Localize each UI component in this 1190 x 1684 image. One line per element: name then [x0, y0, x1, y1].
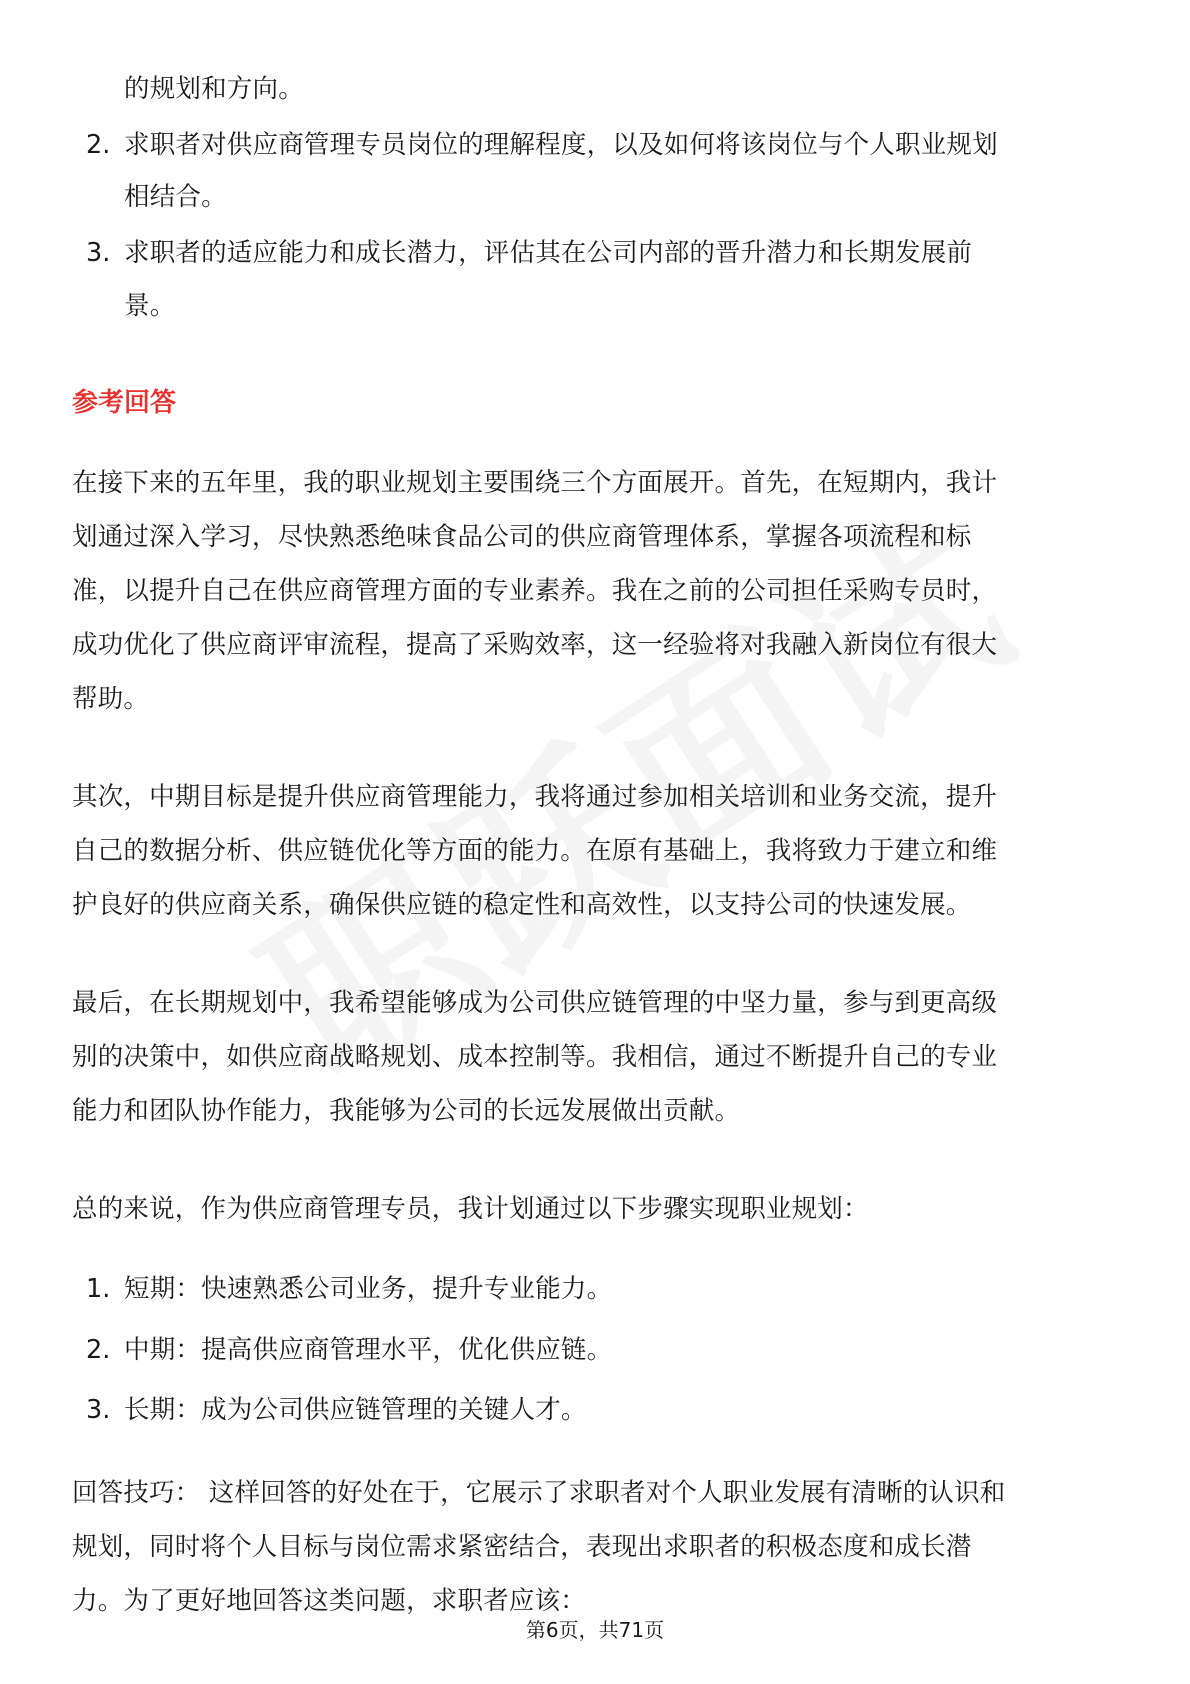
paragraph-2-line: 自己的数据分析、供应链优化等方面的能力。在原有基础上，我将致力于建立和维: [72, 836, 998, 866]
step-item: 中期：提高供应商管理水平，优化供应链。: [124, 1335, 613, 1365]
step-number: 2.: [86, 1335, 111, 1365]
paragraph-3-line: 别的决策中，如供应商战略规划、成本控制等。我相信，通过不断提升自己的专业: [72, 1042, 998, 1072]
page-footer: 第6页，共71页: [525, 1618, 665, 1642]
list-item-1-continuation: 的规划和方向。: [124, 74, 304, 104]
list-item-2-line-2: 相结合。: [124, 182, 227, 212]
paragraph-1-line: 划通过深入学习，尽快熟悉绝味食品公司的供应商管理体系，掌握各项流程和标: [72, 522, 972, 552]
paragraph-1-line: 帮助。: [72, 684, 150, 714]
section-heading: 参考回答: [72, 388, 177, 418]
list-item-3-line-2: 景。: [124, 291, 176, 321]
list-number-2: 2.: [86, 130, 111, 160]
tips-line: 力。为了更好地回答这类问题，求职者应该：: [72, 1586, 587, 1616]
paragraph-1-line: 在接下来的五年里，我的职业规划主要围绕三个方面展开。首先，在短期内，我计: [72, 468, 998, 498]
tips-line: 规划，同时将个人目标与岗位需求紧密结合，表现出求职者的积极态度和成长潜: [72, 1532, 972, 1562]
list-number-3: 3.: [86, 238, 111, 268]
list-item-3-line-1: 求职者的适应能力和成长潜力，评估其在公司内部的晋升潜力和长期发展前: [124, 238, 973, 268]
step-item: 长期：成为公司供应链管理的关键人才。: [124, 1395, 587, 1425]
paragraph-1-line: 成功优化了供应商评审流程，提高了采购效率，这一经验将对我融入新岗位有很大: [72, 630, 998, 660]
list-item-2-line-1: 求职者对供应商管理专员岗位的理解程度，以及如何将该岗位与个人职业规划: [124, 130, 998, 160]
paragraph-2-line: 其次，中期目标是提升供应商管理能力，我将通过参加相关培训和业务交流，提升: [72, 782, 998, 812]
tips-line: 回答技巧： 这样回答的好处在于，它展示了求职者对个人职业发展有清晰的认识和: [72, 1478, 1006, 1508]
paragraph-4: 总的来说，作为供应商管理专员，我计划通过以下步骤实现职业规划：: [72, 1194, 869, 1224]
step-number: 3.: [86, 1395, 111, 1425]
paragraph-1-line: 准，以提升自己在供应商管理方面的专业素养。我在之前的公司担任采购专员时，: [72, 576, 998, 606]
step-item: 短期：快速熟悉公司业务，提升专业能力。: [124, 1274, 613, 1304]
paragraph-2-line: 护良好的供应商关系，确保供应链的稳定性和高效性，以支持公司的快速发展。: [72, 890, 972, 920]
step-number: 1.: [86, 1274, 111, 1304]
paragraph-3-line: 能力和团队协作能力，我能够为公司的长远发展做出贡献。: [72, 1096, 741, 1126]
paragraph-3-line: 最后，在长期规划中，我希望能够成为公司供应链管理的中坚力量，参与到更高级: [72, 988, 998, 1018]
